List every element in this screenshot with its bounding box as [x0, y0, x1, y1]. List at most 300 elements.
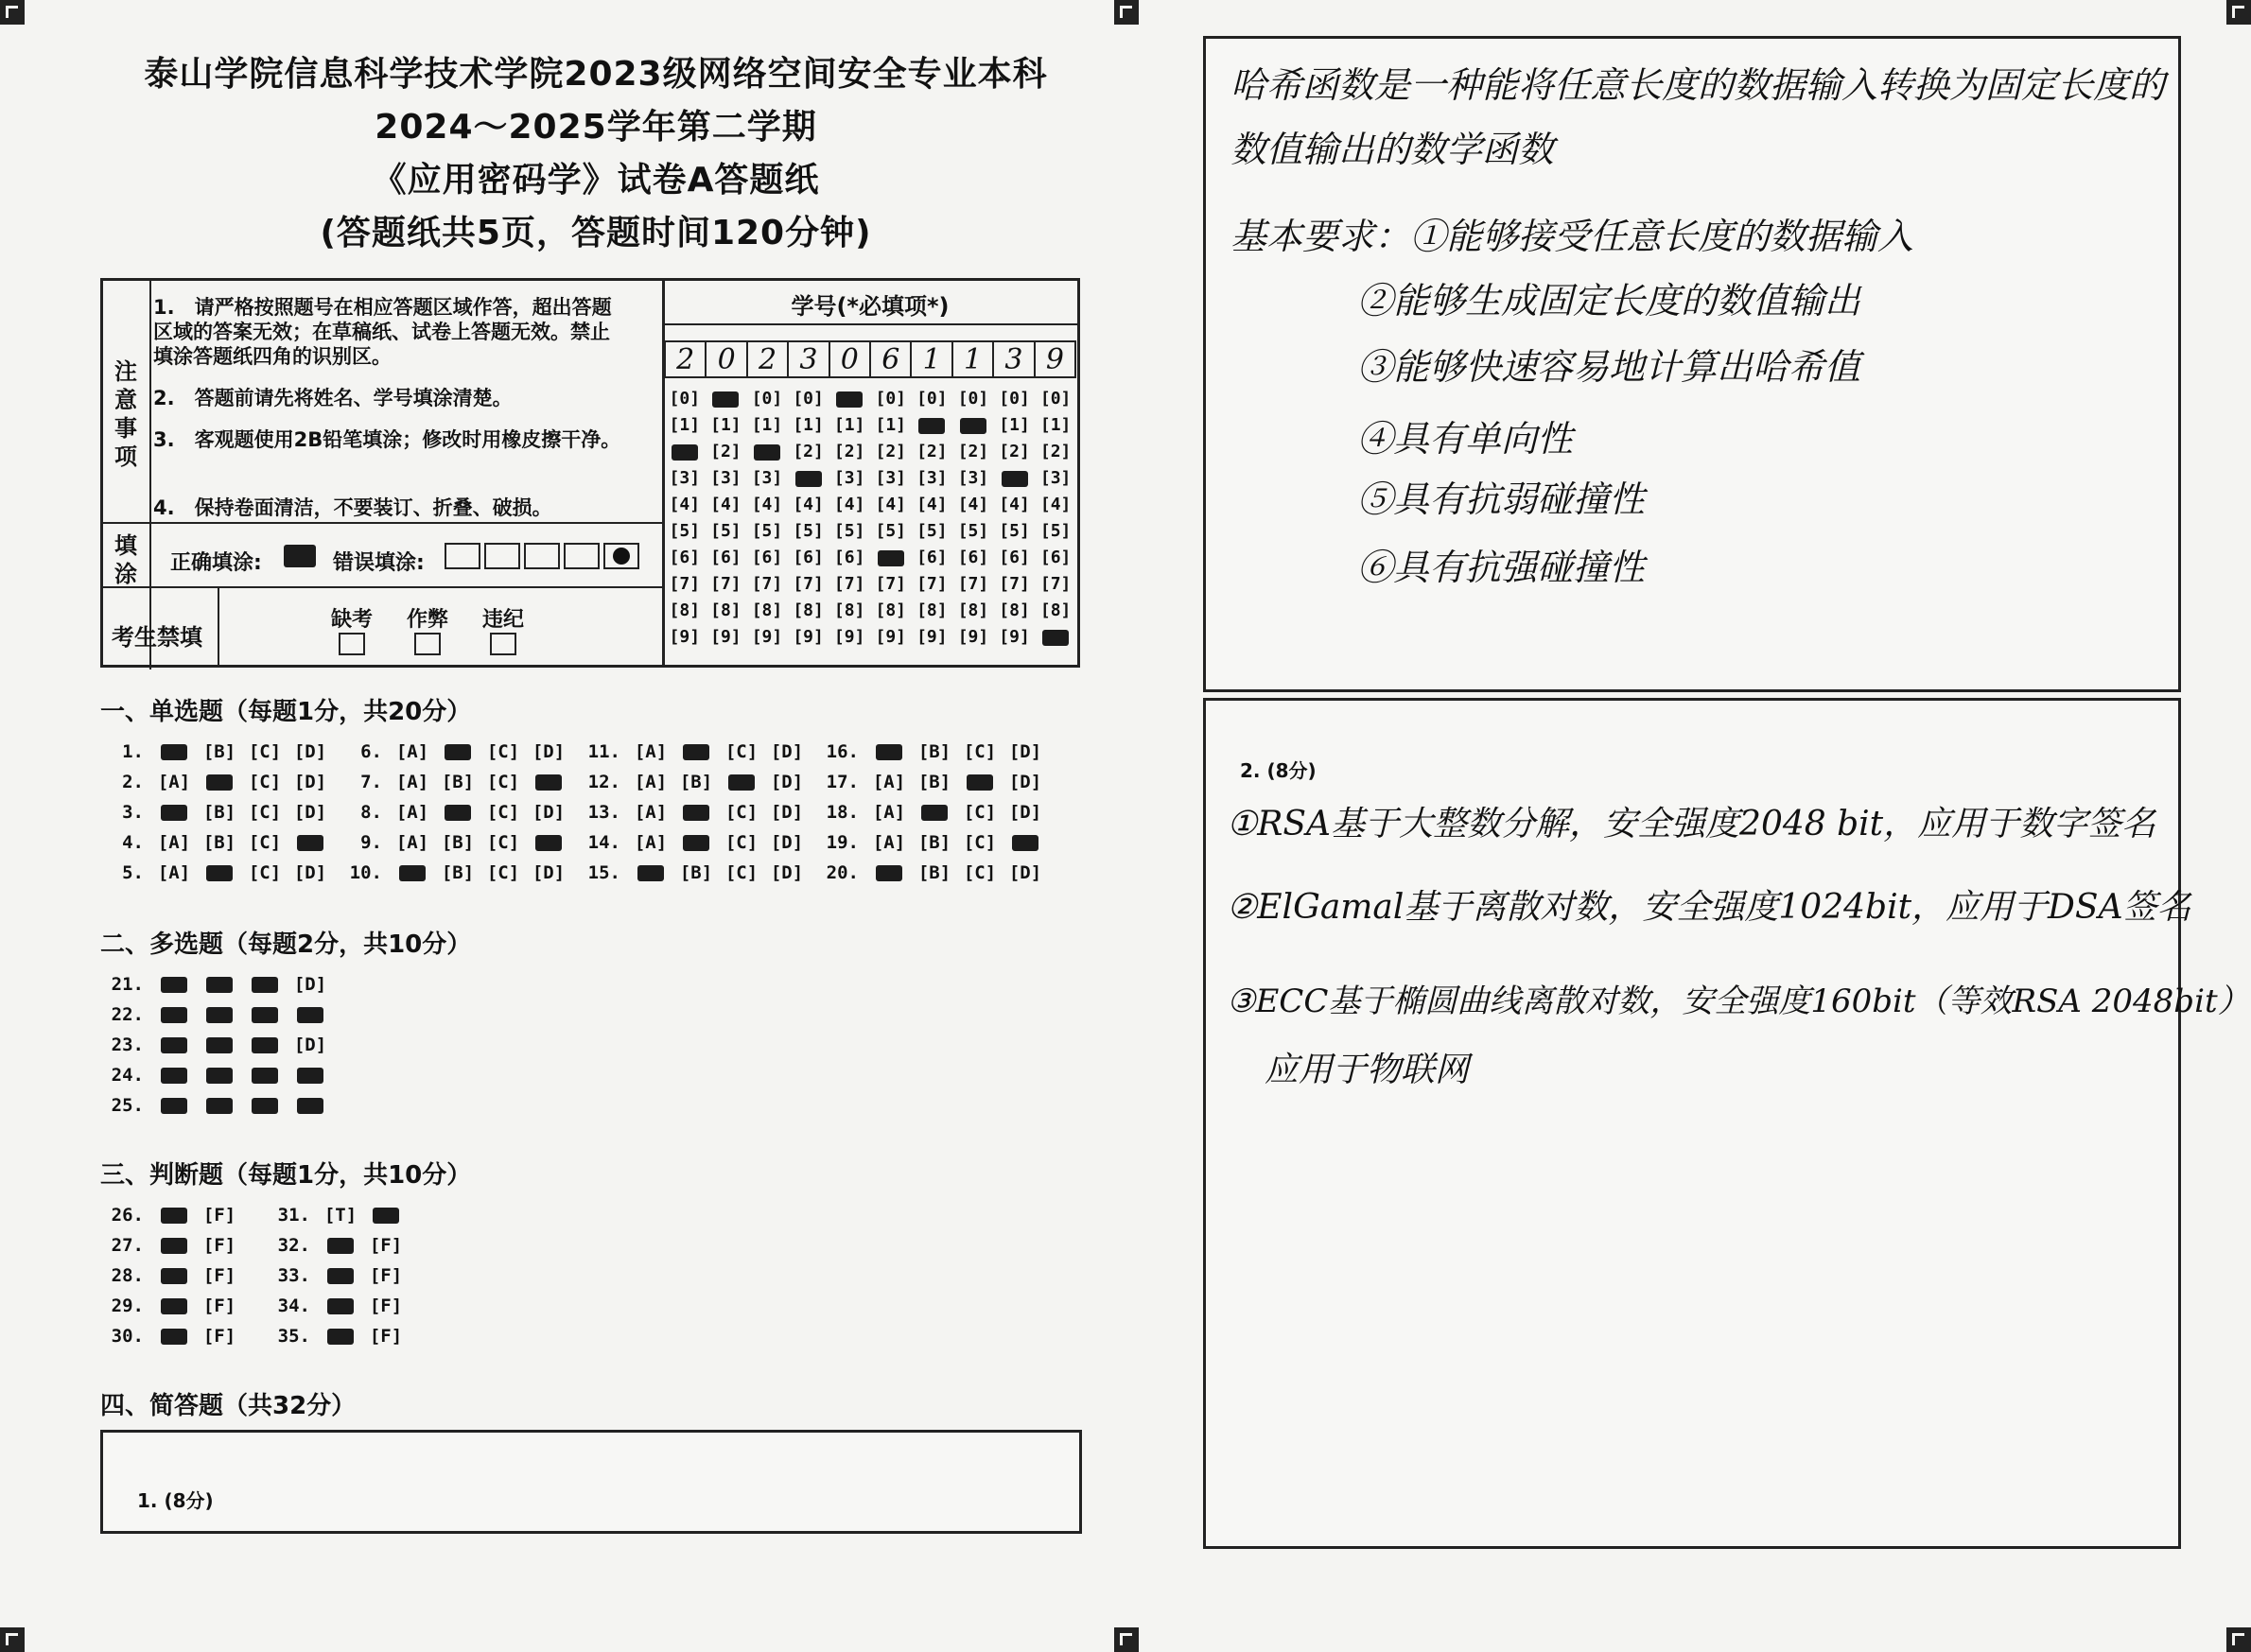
- id-bubble[interactable]: [2]: [875, 442, 907, 461]
- option-bubble[interactable]: [242, 1035, 288, 1055]
- question-row: 12. [A] [B] [D]: [577, 772, 810, 792]
- id-bubble[interactable]: [1035, 624, 1076, 651]
- id-bubble[interactable]: [3]: [1039, 468, 1072, 488]
- option-bubble[interactable]: [F]: [202, 1235, 236, 1256]
- option-bubble[interactable]: [C]: [724, 862, 759, 883]
- id-bubble[interactable]: [2]: [833, 442, 865, 461]
- option-bubble[interactable]: [957, 772, 1003, 792]
- option-bubble[interactable]: [D]: [532, 862, 566, 883]
- question-row: 7. [A] [B] [C]: [339, 772, 571, 792]
- option-bubble[interactable]: [151, 1004, 197, 1025]
- question-row: 35. [F]: [267, 1326, 409, 1347]
- question-row: 1. [B] [C] [D]: [100, 741, 333, 762]
- question-row: 6. [A] [C] [D]: [339, 741, 571, 762]
- option-bubble[interactable]: [A]: [634, 772, 668, 792]
- id-bubble[interactable]: [0]: [751, 389, 783, 409]
- id-bubble[interactable]: [8]: [999, 600, 1030, 620]
- wrong-fill-samples: [445, 543, 639, 569]
- section-judge: 三、判断题（每题1分，共10分）: [100, 1161, 472, 1190]
- option-bubble[interactable]: [F]: [202, 1205, 236, 1226]
- option-bubble[interactable]: [719, 772, 764, 792]
- q2-label: 2. (8分): [1240, 759, 1317, 782]
- student-id-digits: [664, 340, 1076, 378]
- question-row: 24.: [100, 1065, 333, 1086]
- notice-item: 4. 保持卷面清洁，不要装订、折叠、破损。: [153, 496, 552, 519]
- q2-line: ③ECC基于椭圆曲线离散对数，安全强度160bit（等效RSA 2048bit）: [1227, 983, 2250, 1020]
- id-bubble[interactable]: [9]: [916, 627, 948, 647]
- option-bubble[interactable]: [C]: [963, 802, 997, 823]
- id-bubble[interactable]: [2]: [999, 442, 1030, 461]
- option-bubble[interactable]: [C]: [963, 741, 997, 762]
- option-bubble[interactable]: [197, 974, 242, 995]
- id-bubble[interactable]: [664, 439, 706, 465]
- id-bubble[interactable]: [5]: [957, 521, 989, 541]
- id-bubble[interactable]: [0]: [669, 389, 701, 409]
- option-bubble[interactable]: [526, 772, 571, 792]
- option-bubble[interactable]: [A]: [395, 741, 429, 762]
- option-bubble[interactable]: [A]: [157, 772, 191, 792]
- id-bubble[interactable]: [1]: [999, 415, 1030, 435]
- option-bubble[interactable]: [318, 1326, 363, 1347]
- option-bubble[interactable]: [526, 832, 571, 853]
- option-bubble[interactable]: [A]: [872, 832, 906, 853]
- option-bubble[interactable]: [C]: [486, 772, 520, 792]
- option-bubble[interactable]: [151, 741, 197, 762]
- id-bubble[interactable]: [2]: [710, 442, 742, 461]
- id-bubble[interactable]: [3]: [710, 468, 742, 488]
- student-id-digit: 0: [830, 340, 871, 378]
- q1-line: 数值输出的数学函数: [1230, 129, 1555, 170]
- id-bubble[interactable]: [5]: [916, 521, 948, 541]
- option-bubble[interactable]: [318, 1235, 363, 1256]
- flag-absent[interactable]: 缺考: [323, 603, 380, 661]
- option-bubble[interactable]: [151, 1095, 197, 1116]
- question-row: 16. [B] [C] [D]: [815, 741, 1048, 762]
- id-bubble[interactable]: [6]: [751, 548, 783, 567]
- id-bubble[interactable]: [1]: [710, 415, 742, 435]
- option-bubble[interactable]: [1003, 832, 1048, 853]
- flag-cheating[interactable]: 作弊: [399, 603, 456, 661]
- option-bubble[interactable]: [197, 1095, 242, 1116]
- student-id-digit: 1: [912, 340, 952, 378]
- question-row: 4. [A] [B] [C]: [100, 832, 333, 853]
- option-bubble[interactable]: [151, 1235, 197, 1256]
- question-row: 28. [F]: [100, 1265, 242, 1286]
- id-bubble[interactable]: [0]: [793, 389, 824, 409]
- option-bubble[interactable]: [197, 1065, 242, 1086]
- id-bubble[interactable]: [4]: [916, 495, 948, 514]
- option-bubble[interactable]: [A]: [634, 832, 668, 853]
- id-bubble[interactable]: [8]: [957, 600, 989, 620]
- id-bubble[interactable]: [8]: [1039, 600, 1072, 620]
- option-bubble[interactable]: [151, 1265, 197, 1286]
- option-bubble[interactable]: [197, 1004, 242, 1025]
- q1-line: ⑥具有抗强碰撞性: [1357, 547, 1646, 588]
- option-bubble[interactable]: [A]: [157, 862, 191, 883]
- option-bubble[interactable]: [242, 974, 288, 995]
- id-bubble[interactable]: [6]: [833, 548, 865, 567]
- id-bubble[interactable]: [1]: [1039, 415, 1072, 435]
- id-bubble[interactable]: [829, 386, 870, 412]
- question-row: 8. [A] [C] [D]: [339, 802, 571, 823]
- id-bubble[interactable]: [4]: [875, 495, 907, 514]
- option-bubble[interactable]: [D]: [1008, 741, 1042, 762]
- option-bubble[interactable]: [B]: [917, 832, 951, 853]
- id-bubble[interactable]: [0]: [957, 389, 989, 409]
- option-bubble[interactable]: [A]: [157, 832, 191, 853]
- option-bubble[interactable]: [288, 1004, 333, 1025]
- q1-line: 哈希函数是一种能将任意长度的数据输入转换为固定长度的: [1230, 64, 2166, 106]
- option-bubble[interactable]: [390, 862, 435, 883]
- id-bubble[interactable]: [9]: [875, 627, 907, 647]
- header-line4: (答题纸共5页，答题时间120分钟): [320, 214, 872, 252]
- option-bubble[interactable]: [197, 862, 242, 883]
- question-row: 31. [T]: [267, 1205, 409, 1226]
- option-bubble[interactable]: [B]: [917, 772, 951, 792]
- option-bubble[interactable]: [151, 802, 197, 823]
- option-bubble[interactable]: [B]: [202, 741, 236, 762]
- id-bubble[interactable]: [7]: [957, 574, 989, 594]
- question-row: 10. [B] [C] [D]: [339, 862, 571, 883]
- option-bubble[interactable]: [C]: [963, 832, 997, 853]
- option-bubble[interactable]: [F]: [202, 1265, 236, 1286]
- notice-item: 2. 答题前请先将姓名、学号填涂清楚。: [153, 387, 513, 409]
- question-row: 13. [A] [C] [D]: [577, 802, 810, 823]
- option-bubble[interactable]: [T]: [323, 1205, 358, 1226]
- id-bubble[interactable]: [5]: [793, 521, 824, 541]
- q1-line: ③能够快速容易地计算出哈希值: [1357, 346, 1861, 388]
- option-bubble[interactable]: [D]: [1008, 802, 1042, 823]
- question-row: 20. [B] [C] [D]: [815, 862, 1048, 883]
- id-bubble[interactable]: [7]: [833, 574, 865, 594]
- forbidden-label: 考生禁填: [112, 624, 202, 651]
- id-bubble[interactable]: [1]: [751, 415, 783, 435]
- id-bubble[interactable]: [8]: [833, 600, 865, 620]
- option-bubble[interactable]: [151, 1065, 197, 1086]
- id-bubble[interactable]: [9]: [833, 627, 865, 647]
- wrong-fill-label: 错误填涂:: [333, 551, 425, 575]
- option-bubble[interactable]: [363, 1205, 409, 1226]
- option-bubble[interactable]: [A]: [395, 832, 429, 853]
- option-bubble[interactable]: [B]: [441, 832, 475, 853]
- id-bubble[interactable]: [3]: [957, 468, 989, 488]
- option-bubble[interactable]: [C]: [724, 802, 759, 823]
- option-bubble[interactable]: [B]: [202, 832, 236, 853]
- option-bubble[interactable]: [D]: [293, 974, 327, 995]
- student-id-digit: 6: [871, 340, 912, 378]
- id-bubble[interactable]: [5]: [875, 521, 907, 541]
- id-bubble[interactable]: [0]: [916, 389, 948, 409]
- id-bubble[interactable]: [9]: [793, 627, 824, 647]
- option-bubble[interactable]: [D]: [293, 802, 327, 823]
- student-id-digit: 2: [664, 340, 707, 378]
- option-bubble[interactable]: [A]: [634, 741, 668, 762]
- short-answer-box-1-start: [100, 1430, 1082, 1534]
- id-bubble[interactable]: [6]: [669, 548, 701, 567]
- question-row: 5. [A] [C] [D]: [100, 862, 333, 883]
- option-bubble[interactable]: [B]: [202, 802, 236, 823]
- id-bubble[interactable]: [7]: [751, 574, 783, 594]
- id-bubble[interactable]: [4]: [1039, 495, 1072, 514]
- option-bubble[interactable]: [D]: [770, 862, 804, 883]
- id-bubble[interactable]: [9]: [710, 627, 742, 647]
- id-bubble[interactable]: [6]: [793, 548, 824, 567]
- option-bubble[interactable]: [435, 802, 480, 823]
- id-bubble[interactable]: [0]: [875, 389, 907, 409]
- id-bubble[interactable]: [2]: [1039, 442, 1072, 461]
- id-bubble[interactable]: [3]: [875, 468, 907, 488]
- option-bubble[interactable]: [F]: [202, 1326, 236, 1347]
- question-row: 26. [F]: [100, 1205, 242, 1226]
- option-bubble[interactable]: [D]: [532, 802, 566, 823]
- option-bubble[interactable]: [151, 1326, 197, 1347]
- option-bubble[interactable]: [C]: [248, 832, 282, 853]
- option-bubble[interactable]: [A]: [872, 772, 906, 792]
- short-answer-box-2: [1203, 698, 2250, 1549]
- student-id-bubbles[interactable]: [664, 386, 1076, 651]
- option-bubble[interactable]: [D]: [293, 1035, 327, 1055]
- id-bubble[interactable]: [4]: [793, 495, 824, 514]
- option-bubble[interactable]: [912, 802, 957, 823]
- option-bubble[interactable]: [D]: [770, 832, 804, 853]
- notice-item: 1. 请严格按照题号在相应答题区域作答，超出答题区域的答案无效；在草稿纸、试卷上答题无效。禁止填涂答题纸四角的识别区。: [153, 296, 612, 368]
- option-bubble[interactable]: [D]: [1008, 862, 1042, 883]
- option-bubble[interactable]: [D]: [532, 741, 566, 762]
- student-id-digit: 3: [994, 340, 1035, 378]
- id-bubble[interactable]: [6]: [710, 548, 742, 567]
- question-row: 21. [D]: [100, 974, 333, 995]
- id-bubble[interactable]: [2]: [793, 442, 824, 461]
- id-bubble[interactable]: [7]: [793, 574, 824, 594]
- option-bubble[interactable]: [151, 1205, 197, 1226]
- student-id-digit: 0: [707, 340, 747, 378]
- option-bubble[interactable]: [C]: [486, 862, 520, 883]
- student-id-digit: 2: [748, 340, 789, 378]
- option-bubble[interactable]: [B]: [679, 772, 713, 792]
- option-bubble[interactable]: [151, 974, 197, 995]
- id-bubble[interactable]: [7]: [710, 574, 742, 594]
- id-bubble[interactable]: [912, 412, 953, 439]
- option-bubble[interactable]: [435, 741, 480, 762]
- id-bubble[interactable]: [5]: [999, 521, 1030, 541]
- id-bubble[interactable]: [6]: [1039, 548, 1072, 567]
- question-row: 18. [A] [C] [D]: [815, 802, 1048, 823]
- correct-fill-label: 正确填涂:: [170, 551, 262, 575]
- id-bubble[interactable]: [6]: [916, 548, 948, 567]
- id-bubble[interactable]: [7]: [1039, 574, 1072, 594]
- id-bubble[interactable]: [4]: [751, 495, 783, 514]
- id-bubble[interactable]: [5]: [833, 521, 865, 541]
- option-bubble[interactable]: [242, 1095, 288, 1116]
- id-bubble[interactable]: [8]: [793, 600, 824, 620]
- option-bubble[interactable]: [318, 1265, 363, 1286]
- id-bubble[interactable]: [746, 439, 788, 465]
- id-bubble[interactable]: [706, 386, 747, 412]
- option-bubble[interactable]: [C]: [248, 741, 282, 762]
- id-bubble[interactable]: [7]: [916, 574, 948, 594]
- student-id-digit: 9: [1036, 340, 1076, 378]
- option-bubble[interactable]: [866, 741, 912, 762]
- option-bubble[interactable]: [F]: [369, 1235, 403, 1256]
- option-bubble[interactable]: [242, 1004, 288, 1025]
- option-bubble[interactable]: [B]: [441, 862, 475, 883]
- option-bubble[interactable]: [C]: [248, 772, 282, 792]
- option-bubble[interactable]: [A]: [395, 772, 429, 792]
- section-single: 一、单选题（每题1分，共20分）: [100, 698, 472, 726]
- id-bubble[interactable]: [4]: [833, 495, 865, 514]
- option-bubble[interactable]: [D]: [1008, 772, 1042, 792]
- option-bubble[interactable]: [B]: [679, 862, 713, 883]
- id-bubble[interactable]: [8]: [875, 600, 907, 620]
- notice-label: 注意事项: [114, 358, 137, 470]
- id-bubble[interactable]: [8]: [751, 600, 783, 620]
- id-bubble[interactable]: [788, 465, 829, 492]
- id-bubble[interactable]: [6]: [999, 548, 1030, 567]
- short-answer-box-1: [1203, 36, 2181, 692]
- option-bubble[interactable]: [288, 832, 333, 853]
- question-row: 27. [F]: [100, 1235, 242, 1256]
- option-bubble[interactable]: [D]: [770, 772, 804, 792]
- option-bubble[interactable]: [197, 772, 242, 792]
- question-row: 33. [F]: [267, 1265, 409, 1286]
- option-bubble[interactable]: [288, 1065, 333, 1086]
- question-row: 2. [A] [C] [D]: [100, 772, 333, 792]
- q1-line: ④具有单向性: [1357, 418, 1574, 460]
- option-bubble[interactable]: [B]: [917, 862, 951, 883]
- option-bubble[interactable]: [673, 832, 719, 853]
- id-bubble[interactable]: [5]: [1039, 521, 1072, 541]
- question-row: 32. [F]: [267, 1235, 409, 1256]
- id-bubble[interactable]: [4]: [710, 495, 742, 514]
- id-bubble[interactable]: [9]: [999, 627, 1030, 647]
- id-bubble[interactable]: [5]: [710, 521, 742, 541]
- id-bubble[interactable]: [7]: [875, 574, 907, 594]
- question-row: 17. [A] [B] [D]: [815, 772, 1048, 792]
- option-bubble[interactable]: [151, 1035, 197, 1055]
- fill-label: 填涂: [114, 532, 137, 587]
- id-bubble[interactable]: [8]: [710, 600, 742, 620]
- option-bubble[interactable]: [C]: [724, 741, 759, 762]
- id-bubble[interactable]: [4]: [669, 495, 701, 514]
- question-row: 11. [A] [C] [D]: [577, 741, 810, 762]
- option-bubble[interactable]: [151, 1296, 197, 1316]
- question-row: 15. [B] [C] [D]: [577, 862, 810, 883]
- option-bubble[interactable]: [C]: [724, 832, 759, 853]
- q2-line: ②ElGamal基于离散对数，安全强度1024bit，应用于DSA签名: [1227, 888, 2191, 927]
- q1-line: ②能够生成固定长度的数值输出: [1357, 280, 1861, 322]
- id-bubble[interactable]: [1]: [875, 415, 907, 435]
- option-bubble[interactable]: [B]: [441, 772, 475, 792]
- question-row: 9. [A] [B] [C]: [339, 832, 571, 853]
- option-bubble[interactable]: [B]: [917, 741, 951, 762]
- id-bubble[interactable]: [3]: [916, 468, 948, 488]
- id-bubble[interactable]: [0]: [999, 389, 1030, 409]
- option-bubble[interactable]: [288, 1095, 333, 1116]
- header-line3: 《应用密码学》试卷A答题纸: [372, 161, 820, 200]
- option-bubble[interactable]: [D]: [293, 772, 327, 792]
- option-bubble[interactable]: [242, 1065, 288, 1086]
- id-bubble[interactable]: [870, 545, 912, 571]
- id-bubble[interactable]: [9]: [957, 627, 989, 647]
- id-bubble[interactable]: [7]: [669, 574, 701, 594]
- correct-fill-sample: [284, 545, 316, 567]
- option-bubble[interactable]: [318, 1296, 363, 1316]
- id-bubble[interactable]: [994, 465, 1036, 492]
- option-bubble[interactable]: [D]: [770, 802, 804, 823]
- option-bubble[interactable]: [673, 741, 719, 762]
- option-bubble[interactable]: [673, 802, 719, 823]
- option-bubble[interactable]: [C]: [486, 741, 520, 762]
- option-bubble[interactable]: [F]: [369, 1265, 403, 1286]
- id-bubble[interactable]: [8]: [669, 600, 701, 620]
- question-row: 19. [A] [B] [C]: [815, 832, 1048, 853]
- id-bubble[interactable]: [0]: [1039, 389, 1072, 409]
- option-bubble[interactable]: [628, 862, 673, 883]
- q2-line: 应用于物联网: [1265, 1051, 1470, 1089]
- header-line2: 2024～2025学年第二学期: [375, 108, 817, 147]
- option-bubble[interactable]: [197, 1035, 242, 1055]
- option-bubble[interactable]: [D]: [293, 741, 327, 762]
- option-bubble[interactable]: [C]: [248, 802, 282, 823]
- id-bubble[interactable]: [952, 412, 994, 439]
- id-bubble[interactable]: [3]: [751, 468, 783, 488]
- id-bubble[interactable]: [1]: [669, 415, 701, 435]
- option-bubble[interactable]: [F]: [202, 1296, 236, 1316]
- option-bubble[interactable]: [D]: [770, 741, 804, 762]
- question-row: 3. [B] [C] [D]: [100, 802, 333, 823]
- section-short: 四、简答题（共32分）: [100, 1392, 357, 1420]
- option-bubble[interactable]: [A]: [634, 802, 668, 823]
- corner-marker: [2226, 0, 2251, 25]
- student-id-title: 学号(*必填项*): [791, 293, 950, 320]
- id-bubble[interactable]: [2]: [916, 442, 948, 461]
- id-bubble[interactable]: [5]: [751, 521, 783, 541]
- option-bubble[interactable]: [C]: [486, 832, 520, 853]
- option-bubble[interactable]: [A]: [872, 802, 906, 823]
- question-row: 14. [A] [C] [D]: [577, 832, 810, 853]
- student-id-digit: 1: [953, 340, 994, 378]
- option-bubble[interactable]: [866, 862, 912, 883]
- id-bubble[interactable]: [7]: [999, 574, 1030, 594]
- id-bubble[interactable]: [4]: [999, 495, 1030, 514]
- id-bubble[interactable]: [9]: [669, 627, 701, 647]
- option-bubble[interactable]: [C]: [248, 862, 282, 883]
- option-bubble[interactable]: [C]: [486, 802, 520, 823]
- id-bubble[interactable]: [3]: [669, 468, 701, 488]
- flag-violation[interactable]: 违纪: [475, 603, 532, 661]
- section-multi: 二、多选题（每题2分，共10分）: [100, 930, 472, 959]
- id-bubble[interactable]: [8]: [916, 600, 948, 620]
- option-bubble[interactable]: [D]: [293, 862, 327, 883]
- option-bubble[interactable]: [C]: [963, 862, 997, 883]
- id-bubble[interactable]: [4]: [957, 495, 989, 514]
- option-bubble[interactable]: [A]: [395, 802, 429, 823]
- option-bubble[interactable]: [F]: [369, 1326, 403, 1347]
- q2-line: ①RSA基于大整数分解，安全强度2048 bit，应用于数字签名: [1227, 805, 2156, 843]
- q1-line: ⑤具有抗弱碰撞性: [1357, 478, 1646, 520]
- question-row: 22.: [100, 1004, 333, 1025]
- id-bubble[interactable]: [3]: [833, 468, 865, 488]
- id-bubble[interactable]: [6]: [957, 548, 989, 567]
- question-row: 29. [F]: [100, 1296, 242, 1316]
- option-bubble[interactable]: [F]: [369, 1296, 403, 1316]
- id-bubble[interactable]: [5]: [669, 521, 701, 541]
- id-bubble[interactable]: [1]: [833, 415, 865, 435]
- id-bubble[interactable]: [9]: [751, 627, 783, 647]
- id-bubble[interactable]: [1]: [793, 415, 824, 435]
- id-bubble[interactable]: [2]: [957, 442, 989, 461]
- question-row: 23. [D]: [100, 1035, 333, 1055]
